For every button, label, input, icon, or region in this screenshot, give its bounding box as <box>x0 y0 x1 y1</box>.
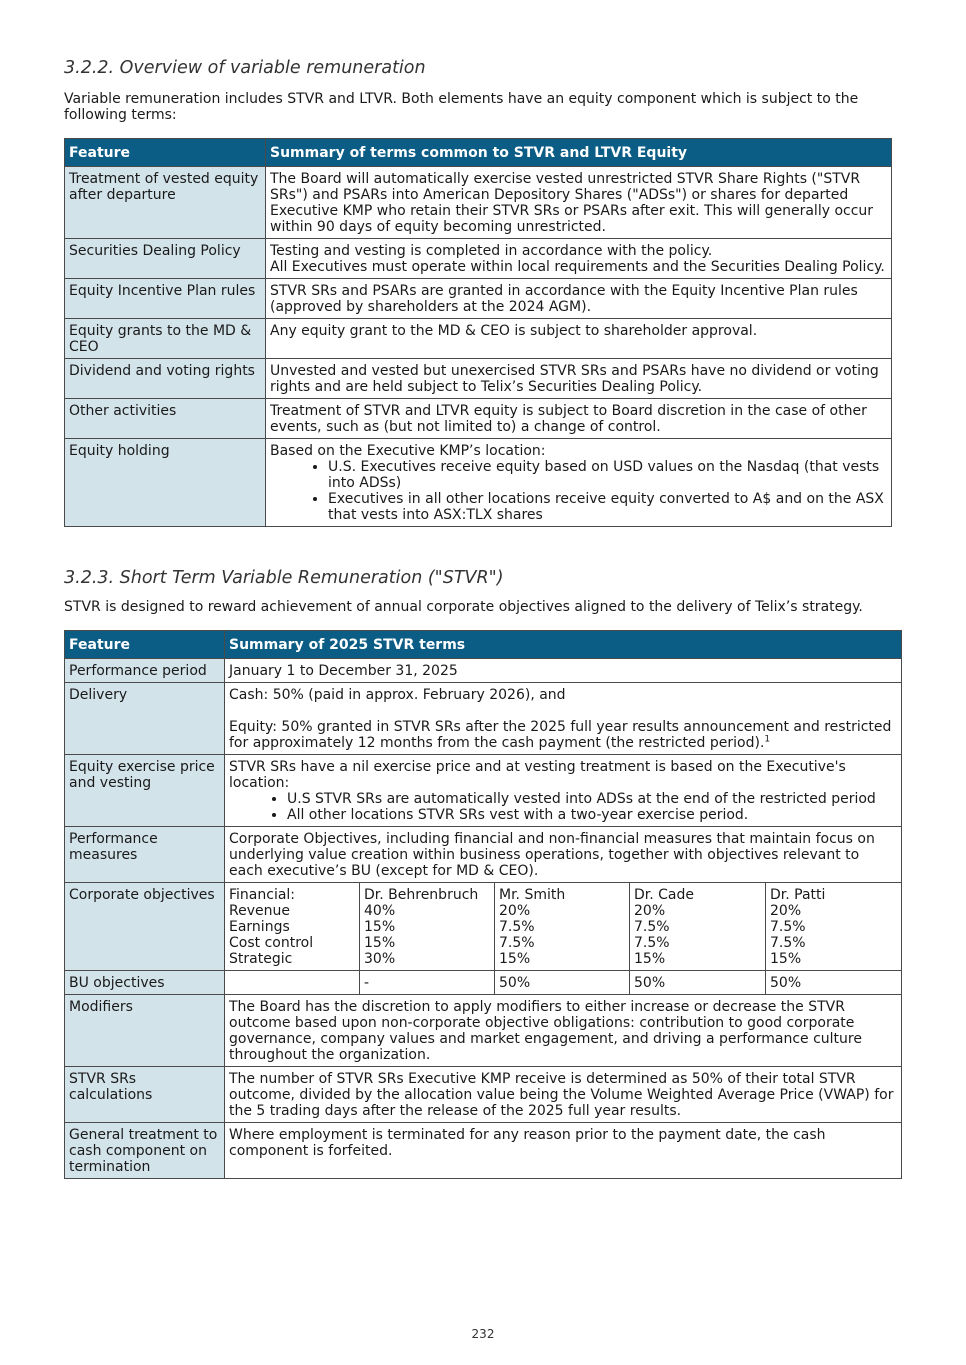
weight-value: 7.5% <box>634 935 670 951</box>
table-row <box>65 359 892 399</box>
table-row <box>65 1067 902 1123</box>
list-item: • All other locations STVR SRs vest with a two-year exercise period. <box>287 807 897 823</box>
header-summary: Summary of 2025 STVR terms <box>225 631 902 659</box>
feature-cell: Treatment of vested equity after departure <box>65 167 266 239</box>
header-feature: Feature <box>65 139 266 167</box>
objective-label: Financial: <box>229 887 296 903</box>
page-number: 232 <box>471 1327 495 1341</box>
objective-labels-cell <box>225 883 360 971</box>
table-row <box>65 279 892 319</box>
feature-cell: Securities Dealing Policy <box>65 239 266 279</box>
intro-paragraph: Variable remuneration includes STVR and LTVR. Both elements have an equity component which is subject to the following terms: <box>64 91 859 123</box>
table-row <box>65 683 902 755</box>
table-row <box>65 827 902 883</box>
bullet-list <box>270 459 887 523</box>
weight-value: 20% <box>634 903 666 919</box>
summary-cell: Corporate Objectives, including financial and non-financial measures that maintain focus on underlying value creation within business operations, together with objectives relevant to each executive’s BU (except for MD & CEO). <box>225 827 902 883</box>
summary-cell: Where employment is terminated for any reason prior to the payment date, the cash component is forfeited. <box>225 1123 902 1179</box>
weight-value: 15% <box>364 919 396 935</box>
weight-value: 20% <box>499 903 531 919</box>
summary-line: Based on the Executive KMP’s location: <box>270 443 546 459</box>
objective-label: Revenue <box>229 903 290 919</box>
table-row <box>65 167 892 239</box>
executive-weights-cell <box>630 883 766 971</box>
summary-line: STVR SRs have a nil exercise price and at vesting treatment is based on the Executive's location: <box>229 759 846 791</box>
weight-value: 15% <box>364 935 396 951</box>
intro-paragraph: STVR is designed to reward achievement of annual corporate objectives aligned to the delivery of Telix’s strategy. <box>64 599 863 615</box>
summary-line <box>229 719 897 751</box>
summary-cell: Any equity grant to the MD & CEO is subject to shareholder approval. <box>266 319 892 359</box>
summary-line: Testing and vesting is completed in accordance with the policy. <box>270 243 713 259</box>
executive-name: Dr. Cade <box>634 887 695 903</box>
list-item: • Executives in all other locations receive equity converted to A$ and on the ASX that vests into ASX:TLX shares <box>328 491 887 523</box>
bu-weight-cell: 50% <box>766 971 902 995</box>
feature-cell: Modifiers <box>65 995 225 1067</box>
feature-cell: General treatment to cash component on termination <box>65 1123 225 1179</box>
summary-cell: The Board will automatically exercise vested unrestricted STVR Share Rights ("STVR SRs") and PSARs into American Depository Shares ("ADSs") or shares for departed Executive KMP who retain their STVR SRs or PSARs after exit. This will generally occur within 90 days of equity becoming unrestricted. <box>266 167 892 239</box>
table-row <box>65 995 902 1067</box>
objective-label: Earnings <box>229 919 290 935</box>
summary-cell: January 1 to December 31, 2025 <box>225 659 902 683</box>
feature-cell: Corporate objectives <box>65 883 225 971</box>
feature-cell: STVR SRs calculations <box>65 1067 225 1123</box>
executive-name: Dr. Behrenbruch <box>364 887 479 903</box>
feature-cell: Performance period <box>65 659 225 683</box>
table-row <box>65 755 902 827</box>
weight-value: 7.5% <box>634 919 670 935</box>
executive-weights-cell <box>495 883 630 971</box>
feature-cell: Dividend and voting rights <box>65 359 266 399</box>
summary-cell: STVR SRs and PSARs are granted in accordance with the Equity Incentive Plan rules (approved by shareholders at the 2024 AGM). <box>266 279 892 319</box>
weight-value: 7.5% <box>499 919 535 935</box>
summary-cell: Treatment of STVR and LTVR equity is subject to Board discretion in the case of other events, such as (but not limited to) a change of control. <box>266 399 892 439</box>
weight-value: 15% <box>770 951 802 967</box>
bu-weight-cell: 50% <box>630 971 766 995</box>
feature-cell: Other activities <box>65 399 266 439</box>
weight-value: 20% <box>770 903 802 919</box>
table-header-row <box>65 631 902 659</box>
objective-label: Strategic <box>229 951 293 967</box>
summary-cell <box>266 439 892 527</box>
weight-value: 7.5% <box>499 935 535 951</box>
table-row <box>65 971 902 995</box>
weight-value: 7.5% <box>770 919 806 935</box>
empty-cell <box>225 971 360 995</box>
footnote-marker: 1 <box>764 734 771 745</box>
table-row <box>65 659 902 683</box>
weight-value: 30% <box>364 951 396 967</box>
weight-value: 15% <box>499 951 531 967</box>
bu-weight-cell: 50% <box>495 971 630 995</box>
executive-weights-cell <box>360 883 495 971</box>
executive-weights-cell <box>766 883 902 971</box>
summary-cell <box>225 683 902 755</box>
summary-cell <box>225 755 902 827</box>
equity-terms-table <box>64 138 892 527</box>
feature-cell: Equity exercise price and vesting <box>65 755 225 827</box>
weight-value: 15% <box>634 951 666 967</box>
list-item: • U.S STVR SRs are automatically vested into ADSs at the end of the restricted period <box>287 791 897 807</box>
header-feature: Feature <box>65 631 225 659</box>
table-header-row <box>65 139 892 167</box>
table-row <box>65 319 892 359</box>
executive-name: Mr. Smith <box>499 887 566 903</box>
section-heading-variable-remuneration: 3.2.2. Overview of variable remuneration <box>64 58 426 78</box>
weight-value: 40% <box>364 903 396 919</box>
list-item: • U.S. Executives receive equity based on USD values on the Nasdaq (that vests into ADSs) <box>328 459 887 491</box>
table-row <box>65 439 892 527</box>
weight-value: 7.5% <box>770 935 806 951</box>
executive-name: Dr. Patti <box>770 887 826 903</box>
header-summary: Summary of terms common to STVR and LTVR Equity <box>266 139 892 167</box>
feature-cell: Equity holding <box>65 439 266 527</box>
summary-line: All Executives must operate within local requirements and the Securities Dealing Policy. <box>270 259 885 275</box>
table-row <box>65 1123 902 1179</box>
bullet-list <box>229 791 897 823</box>
summary-line: Cash: 50% (paid in approx. February 2026), and <box>229 687 566 703</box>
table-row <box>65 399 892 439</box>
objective-label: Cost control <box>229 935 314 951</box>
section-heading-stvr: 3.2.3. Short Term Variable Remuneration ("STVR") <box>64 568 504 588</box>
summary-cell: Unvested and vested but unexercised STVR SRs and PSARs have no dividend or voting rights and are held subject to Telix’s Securities Dealing Policy. <box>266 359 892 399</box>
feature-cell: Equity grants to the MD & CEO <box>65 319 266 359</box>
summary-cell: The number of STVR SRs Executive KMP receive is determined as 50% of their total STVR outcome, divided by the allocation value being the Volume Weighted Average Price (VWAP) for the 5 trading days after the release of the 2025 full year results. <box>225 1067 902 1123</box>
feature-cell: Performance measures <box>65 827 225 883</box>
feature-cell: Equity Incentive Plan rules <box>65 279 266 319</box>
table-row <box>65 883 902 971</box>
table-row <box>65 239 892 279</box>
bu-weight-cell: - <box>360 971 495 995</box>
summary-cell <box>266 239 892 279</box>
feature-cell: Delivery <box>65 683 225 755</box>
feature-cell: BU objectives <box>65 971 225 995</box>
delivery-equity-text: Equity: 50% granted in STVR SRs after the 2025 full year results announcement and restricted for approximately 12 months from the cash payment (the restricted period). <box>229 719 892 751</box>
stvr-terms-table <box>64 630 902 1179</box>
summary-cell: The Board has the discretion to apply modifiers to either increase or decrease the STVR outcome based upon non-corporate objective obligations: contribution to good corporate governance, company values and market engagement, and driving a performance culture throughout the organization. <box>225 995 902 1067</box>
